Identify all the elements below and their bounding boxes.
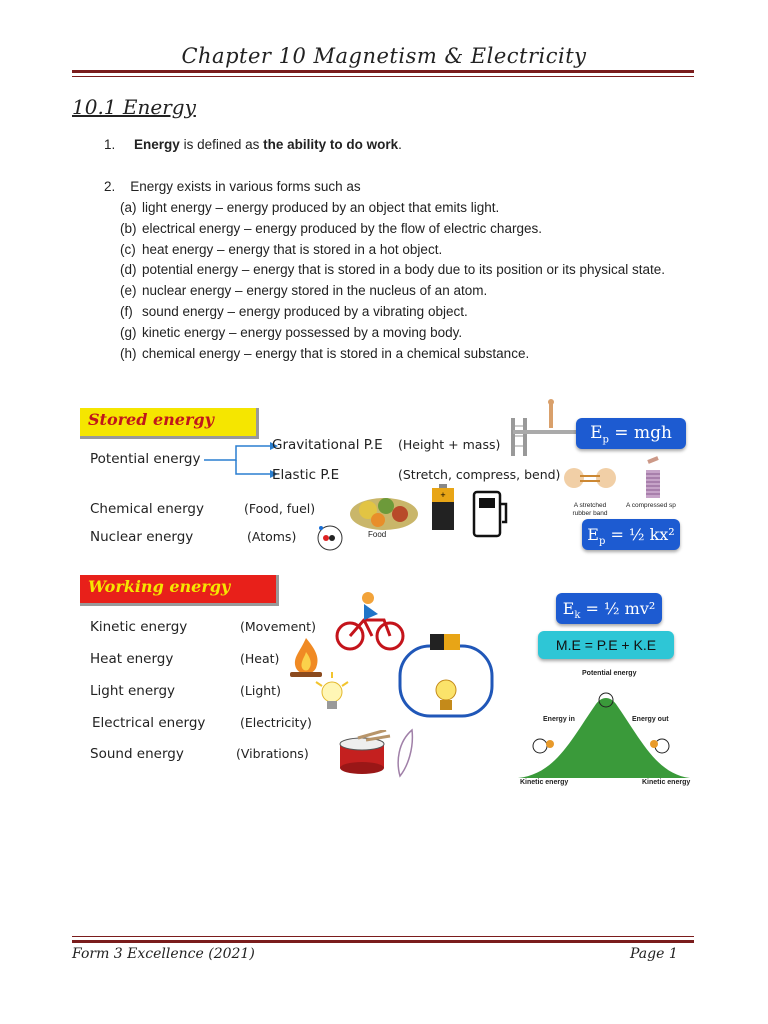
food-icon bbox=[344, 488, 424, 536]
form-item-text: nuclear energy – energy stored in the nucleus of an atom. bbox=[142, 283, 488, 299]
energy-term: Energy bbox=[134, 137, 180, 152]
ek-main: E bbox=[562, 599, 575, 618]
kinetic-energy-label: Kinetic energy bbox=[90, 619, 188, 635]
hill-top-label: Potential energy bbox=[582, 670, 637, 677]
working-energy-label: Working energy bbox=[88, 577, 231, 596]
ek-half-mv-box bbox=[556, 593, 662, 624]
form-item-label: (h) bbox=[120, 345, 137, 361]
stretched-band-caption: A stretched rubber band bbox=[572, 502, 608, 517]
section-title: 10.1 Energy bbox=[72, 95, 196, 119]
forms-intro bbox=[104, 179, 361, 194]
form-item-label: (a) bbox=[120, 200, 137, 215]
form-item-label: (b) bbox=[120, 220, 137, 236]
epk-main: E bbox=[587, 525, 599, 544]
gravitational-pe-label: Gravitational P.E bbox=[272, 437, 383, 453]
header-rule-thin bbox=[72, 76, 694, 77]
energy-out-label: Energy out bbox=[632, 716, 669, 723]
ep-main: E bbox=[590, 423, 603, 443]
kinetic-right-label: Kinetic energy bbox=[642, 779, 691, 786]
me-formula: M.E = P.E + K.E bbox=[555, 637, 657, 653]
definition-end: . bbox=[398, 137, 402, 152]
point-number: 1. bbox=[104, 137, 116, 152]
header-rule bbox=[72, 70, 694, 73]
working-energy-banner bbox=[80, 575, 279, 606]
forms-intro-text: Energy exists in various forms such as bbox=[130, 179, 361, 194]
sound-energy-note: (Vibrations) bbox=[236, 746, 309, 761]
battery-icon bbox=[430, 484, 456, 532]
compressed-spring-caption: A compressed sp bbox=[626, 502, 676, 509]
chemical-energy-note: (Food, fuel) bbox=[244, 501, 316, 516]
circuit-icon bbox=[394, 624, 498, 724]
form-item bbox=[120, 221, 542, 236]
ep-kx-box bbox=[582, 519, 680, 550]
spring-icon bbox=[638, 456, 668, 500]
bulb-icon bbox=[312, 672, 352, 716]
definition-line bbox=[104, 137, 402, 152]
form-item-text: chemical energy – energy that is stored in a chemical substance. bbox=[142, 345, 530, 361]
chemical-energy-label: Chemical energy bbox=[90, 501, 204, 517]
form-item bbox=[120, 200, 499, 215]
form-item bbox=[120, 262, 665, 277]
form-item bbox=[120, 325, 462, 340]
ep-rest: = mgh bbox=[608, 423, 672, 443]
form-item-label: (c) bbox=[120, 241, 136, 257]
rubber-band-icon bbox=[562, 458, 618, 502]
ep-sub: p bbox=[602, 434, 609, 446]
form-item-label: (f) bbox=[120, 304, 133, 319]
fuel-pump-icon bbox=[470, 488, 512, 538]
energy-hill-diagram bbox=[516, 678, 692, 782]
form-item-text: potential energy – energy that is stored in a body due to its position or its physical state. bbox=[142, 262, 666, 278]
form-item-text: kinetic energy – energy possessed by a moving body. bbox=[142, 324, 463, 340]
vibration-icon bbox=[392, 728, 420, 778]
form-item-label: (d) bbox=[120, 262, 137, 278]
chapter-title: Chapter 10 Magnetism & Electricity bbox=[181, 44, 587, 68]
form-item bbox=[120, 304, 468, 319]
form-item-text: heat energy – energy that is stored in a hot object. bbox=[142, 241, 443, 257]
sound-energy-label: Sound energy bbox=[90, 746, 184, 762]
mechanical-energy-box bbox=[538, 631, 674, 659]
definition-text: is defined as bbox=[179, 137, 264, 152]
ep-mgh-box bbox=[576, 418, 686, 449]
form-item bbox=[120, 242, 442, 257]
ek-rest: = ½ mv² bbox=[580, 599, 656, 618]
epk-rest: = ½ kx² bbox=[605, 525, 675, 544]
light-energy-note: (Light) bbox=[240, 683, 281, 698]
potential-energy-label: Potential energy bbox=[90, 451, 201, 467]
drum-icon bbox=[336, 730, 392, 774]
page-number: Page 1 bbox=[630, 946, 678, 962]
electrical-energy-label: Electrical energy bbox=[92, 715, 206, 731]
footer-rule-thin bbox=[72, 936, 694, 937]
epk-sub: p bbox=[598, 536, 606, 548]
form-item bbox=[120, 283, 487, 298]
svg-text:+: + bbox=[440, 490, 446, 500]
kinetic-left-label: Kinetic energy bbox=[520, 779, 569, 786]
footer-rule bbox=[72, 940, 694, 943]
light-energy-label: Light energy bbox=[90, 683, 176, 699]
elastic-pe-label: Elastic P.E bbox=[272, 467, 340, 483]
nuclear-energy-note: (Atoms) bbox=[247, 529, 297, 544]
form-item-label: (e) bbox=[120, 283, 137, 299]
footer-left: Form 3 Excellence (2021) bbox=[72, 946, 255, 962]
form-item bbox=[120, 346, 529, 361]
stored-energy-banner bbox=[80, 408, 259, 439]
form-item-text: light energy – energy produced by an object that emits light. bbox=[142, 200, 500, 215]
food-caption: Food bbox=[368, 530, 387, 539]
point-number: 2. bbox=[104, 179, 116, 194]
heat-energy-label: Heat energy bbox=[90, 651, 174, 667]
definition-bold: the ability to do work bbox=[263, 137, 399, 152]
heat-energy-note: (Heat) bbox=[240, 651, 280, 666]
energy-in-label: Energy in bbox=[543, 716, 575, 723]
gravitational-pe-note: (Height + mass) bbox=[398, 437, 501, 452]
elastic-pe-note: (Stretch, compress, bend) bbox=[398, 467, 561, 482]
kinetic-energy-note: (Movement) bbox=[240, 619, 316, 634]
electrical-energy-note: (Electricity) bbox=[240, 715, 312, 730]
branch-arrows bbox=[200, 440, 280, 480]
stored-energy-label: Stored energy bbox=[88, 410, 214, 429]
form-item-text: electrical energy – energy produced by the flow of electric charges. bbox=[142, 220, 542, 236]
form-item-label: (g) bbox=[120, 324, 137, 340]
nuclear-energy-label: Nuclear energy bbox=[90, 529, 194, 545]
atom-icon bbox=[312, 522, 348, 552]
form-item-text: sound energy – energy produced by a vibrating object. bbox=[142, 304, 468, 319]
ek-sub: k bbox=[574, 610, 581, 622]
